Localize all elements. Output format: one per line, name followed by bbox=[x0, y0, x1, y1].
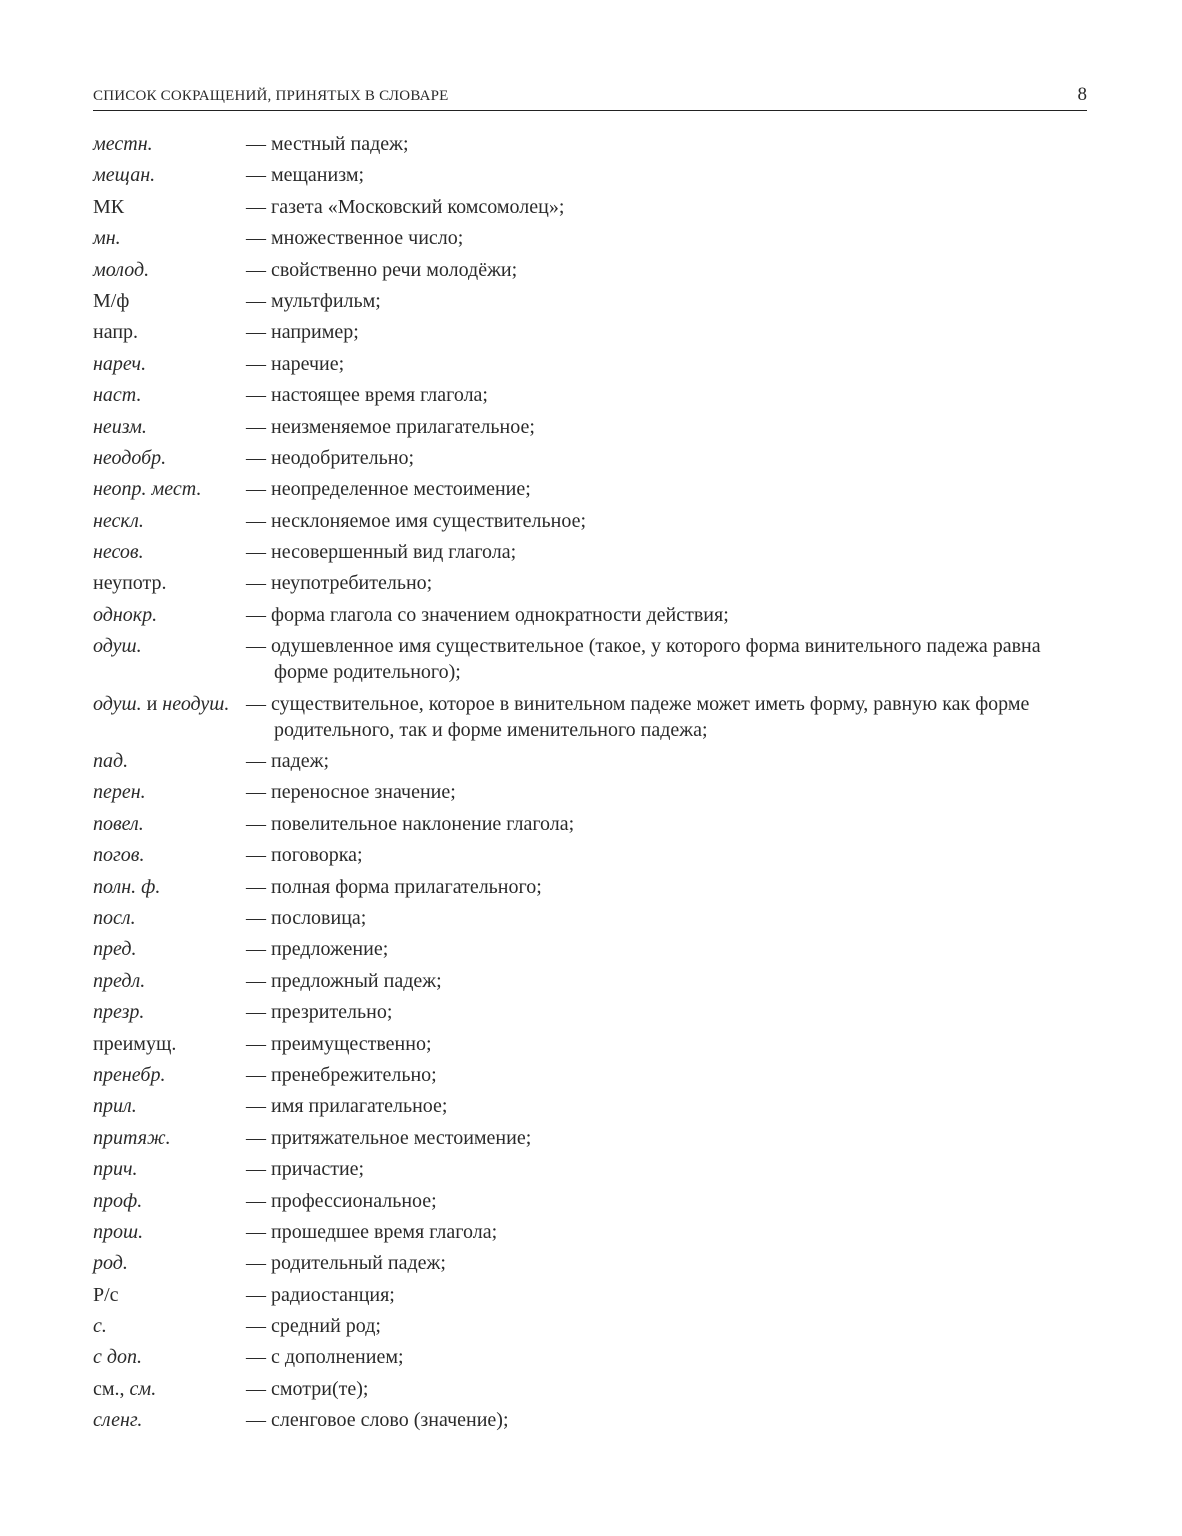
abbreviation-entry bbox=[93, 968, 1087, 999]
abbreviation-term bbox=[93, 351, 246, 377]
abbreviation-term bbox=[93, 602, 246, 628]
abbreviation-term bbox=[93, 1188, 246, 1214]
abbreviation-entry bbox=[93, 1062, 1087, 1093]
abbreviation-entry bbox=[93, 1188, 1087, 1219]
abbreviation-definition: — радиостанция; bbox=[246, 1283, 395, 1306]
abbreviation-entry bbox=[93, 1376, 1087, 1407]
term-part: мещан. bbox=[93, 164, 156, 187]
abbreviation-term bbox=[93, 1125, 246, 1151]
abbreviation-term bbox=[93, 748, 246, 774]
abbreviation-entry bbox=[93, 225, 1087, 256]
abbreviation-term bbox=[93, 194, 246, 220]
abbreviation-definition: — мультфильм; bbox=[246, 289, 381, 312]
running-header bbox=[93, 86, 1087, 111]
page-number: 8 bbox=[1077, 84, 1087, 105]
abbreviation-definition: — пренебрежительно; bbox=[246, 1063, 437, 1086]
term-part: погов. bbox=[93, 844, 145, 867]
abbreviation-definition: — множественное число; bbox=[246, 227, 464, 250]
abbreviation-definition: — мещанизм; bbox=[246, 164, 365, 187]
term-part: напр. bbox=[93, 321, 139, 344]
abbreviation-entry bbox=[93, 1156, 1087, 1187]
term-part: неодуш. bbox=[162, 692, 230, 715]
abbreviation-entry bbox=[93, 874, 1087, 905]
abbreviation-definition: — наречие; bbox=[246, 352, 345, 375]
term-part: наст. bbox=[93, 384, 142, 407]
abbreviation-entry bbox=[93, 602, 1087, 633]
term-part: с доп. bbox=[93, 1346, 142, 1369]
term-part: Р/с bbox=[93, 1283, 119, 1306]
abbreviation-entry bbox=[93, 1313, 1087, 1344]
abbreviation-entry bbox=[93, 414, 1087, 445]
abbreviation-definition: — полная форма прилагательного; bbox=[246, 875, 542, 898]
abbreviation-definition: — местный падеж; bbox=[246, 133, 409, 155]
abbreviation-term bbox=[93, 1407, 246, 1433]
abbreviation-entry bbox=[93, 445, 1087, 476]
abbreviation-term bbox=[93, 1282, 246, 1308]
abbreviation-entry bbox=[93, 691, 1087, 748]
term-part: пренебр. bbox=[93, 1063, 166, 1086]
abbreviation-definition: — сленговое слово (значение); bbox=[246, 1409, 509, 1432]
abbreviation-entry bbox=[93, 1282, 1087, 1313]
abbreviation-entry bbox=[93, 1219, 1087, 1250]
term-part: проф. bbox=[93, 1189, 143, 1212]
abbreviation-definition: — переносное значение; bbox=[246, 781, 456, 804]
abbreviation-entry bbox=[93, 999, 1087, 1030]
term-part: см. bbox=[93, 1377, 120, 1400]
term-part: нескл. bbox=[93, 509, 144, 532]
abbreviation-term bbox=[93, 842, 246, 868]
abbreviation-term bbox=[93, 1344, 246, 1370]
term-part: неодобр. bbox=[93, 446, 167, 469]
abbreviation-definition: — настоящее время глагола; bbox=[246, 384, 488, 407]
abbreviation-entry bbox=[93, 748, 1087, 779]
abbreviation-term bbox=[93, 779, 246, 805]
abbreviation-entry bbox=[93, 1407, 1087, 1438]
abbreviation-entry bbox=[93, 1250, 1087, 1281]
term-part: МК bbox=[93, 195, 125, 218]
abbreviation-entry bbox=[93, 257, 1087, 288]
term-part: прич. bbox=[93, 1158, 138, 1181]
abbreviation-entry bbox=[93, 811, 1087, 842]
abbreviation-term bbox=[93, 445, 246, 471]
abbreviation-term bbox=[93, 131, 246, 157]
abbreviation-definition: — предложение; bbox=[246, 938, 389, 961]
abbreviation-definition: — профессиональное; bbox=[246, 1189, 437, 1212]
abbreviation-definition: — неодобрительно; bbox=[246, 446, 415, 469]
abbreviation-entry bbox=[93, 351, 1087, 382]
abbreviation-definition: — притяжательное местоимение; bbox=[246, 1126, 532, 1149]
abbreviation-term bbox=[93, 968, 246, 994]
abbreviation-definition: — имя прилагательное; bbox=[246, 1095, 448, 1118]
term-part: притяж. bbox=[93, 1126, 171, 1149]
term-part: полн. ф. bbox=[93, 875, 161, 898]
abbreviation-entry bbox=[93, 570, 1087, 601]
abbreviation-definition: — несовершенный вид глагола; bbox=[246, 541, 517, 564]
abbreviation-definition: — родительный падеж; bbox=[246, 1252, 446, 1275]
abbreviation-term bbox=[93, 539, 246, 565]
abbreviation-term bbox=[93, 1156, 246, 1182]
abbreviation-term bbox=[93, 691, 246, 743]
term-part: предл. bbox=[93, 969, 146, 992]
abbreviation-term bbox=[93, 319, 246, 345]
abbreviation-entry bbox=[93, 319, 1087, 350]
term-part: сленг. bbox=[93, 1409, 143, 1432]
abbreviation-entry bbox=[93, 1125, 1087, 1156]
abbreviation-definition: — свойственно речи молодёжи; bbox=[246, 258, 518, 281]
abbreviation-definition: — преимущественно; bbox=[246, 1032, 432, 1055]
term-part: М/ф bbox=[93, 289, 130, 312]
term-part: мн. bbox=[93, 227, 121, 250]
abbreviation-entry bbox=[93, 633, 1087, 690]
abbreviation-term bbox=[93, 225, 246, 251]
abbreviation-term bbox=[93, 162, 246, 188]
abbreviation-entry bbox=[93, 382, 1087, 413]
abbreviation-definition: — с дополнением; bbox=[246, 1346, 404, 1369]
abbreviation-term bbox=[93, 476, 246, 502]
abbreviation-definition: — повелительное наклонение глагола; bbox=[246, 812, 575, 835]
abbreviation-definition: — неупотребительно; bbox=[246, 572, 433, 595]
abbreviation-entry bbox=[93, 194, 1087, 225]
abbreviation-definition: — предложный падеж; bbox=[246, 969, 442, 992]
term-part: прил. bbox=[93, 1095, 137, 1118]
abbreviation-term bbox=[93, 633, 246, 685]
term-part: презр. bbox=[93, 1001, 145, 1024]
abbreviation-definition: — неизменяемое прилагательное; bbox=[246, 415, 535, 438]
abbreviation-term bbox=[93, 570, 246, 596]
abbreviation-entry bbox=[93, 1093, 1087, 1124]
abbreviation-term bbox=[93, 1376, 246, 1402]
abbreviation-term bbox=[93, 1062, 246, 1088]
abbreviation-entry bbox=[93, 905, 1087, 936]
term-part: неопр. мест. bbox=[93, 478, 202, 501]
abbreviation-term bbox=[93, 257, 246, 283]
abbreviation-definition: — одушевленное имя существительное (такое, у которого форма винительного падежа равна форме родительного); bbox=[246, 635, 1041, 684]
term-part: , bbox=[119, 1377, 130, 1400]
abbreviation-definition: — прошедшее время глагола; bbox=[246, 1220, 498, 1243]
abbreviation-entry bbox=[93, 936, 1087, 967]
abbreviation-definition: — форма глагола со значением однократности действия; bbox=[246, 603, 729, 626]
abbreviation-entry bbox=[93, 779, 1087, 810]
abbreviation-entry bbox=[93, 162, 1087, 193]
abbreviation-entry bbox=[93, 131, 1087, 162]
abbreviation-term bbox=[93, 1250, 246, 1276]
abbreviation-definition: — несклоняемое имя существительное; bbox=[246, 509, 587, 532]
abbreviation-definition: — смотри(те); bbox=[246, 1377, 369, 1400]
abbreviation-term bbox=[93, 936, 246, 962]
term-part: одуш. bbox=[93, 635, 142, 658]
abbreviation-term bbox=[93, 1313, 246, 1339]
abbreviation-definition: — существительное, которое в винительном падеже может иметь форму, равную как форме родительного, так и форме именительного падежа; bbox=[246, 692, 1030, 741]
abbreviation-term bbox=[93, 414, 246, 440]
term-part: род. bbox=[93, 1252, 128, 1275]
abbreviation-term bbox=[93, 905, 246, 931]
term-part: пред. bbox=[93, 938, 137, 961]
abbreviation-definition: — средний род; bbox=[246, 1315, 381, 1338]
term-part: пад. bbox=[93, 750, 129, 773]
abbreviation-term bbox=[93, 508, 246, 534]
term-part: неизм. bbox=[93, 415, 147, 438]
term-part: неупотр. bbox=[93, 572, 167, 595]
term-part: местн. bbox=[93, 133, 153, 155]
abbreviation-definition: — газета «Московский комсомолец»; bbox=[246, 195, 565, 218]
term-part: повел. bbox=[93, 812, 144, 835]
abbreviation-entry bbox=[93, 539, 1087, 570]
term-part: однокр. bbox=[93, 603, 158, 626]
abbreviation-definition: — неопределенное местоимение; bbox=[246, 478, 531, 501]
term-part: с. bbox=[93, 1315, 107, 1338]
term-part: молод. bbox=[93, 258, 150, 281]
abbreviation-entry bbox=[93, 842, 1087, 873]
term-part: см. bbox=[129, 1377, 157, 1400]
abbreviation-definition: — падеж; bbox=[246, 750, 330, 773]
abbreviation-term bbox=[93, 288, 246, 314]
abbreviation-term bbox=[93, 999, 246, 1025]
abbreviation-term bbox=[93, 1219, 246, 1245]
term-part: и bbox=[141, 692, 163, 715]
abbreviation-entry bbox=[93, 476, 1087, 507]
header-title: СПИСОК СОКРАЩЕНИЙ, ПРИНЯТЫХ В СЛОВАРЕ bbox=[93, 88, 449, 104]
term-part: нареч. bbox=[93, 352, 147, 375]
term-part: преимущ. bbox=[93, 1032, 177, 1055]
abbreviation-list bbox=[93, 131, 1087, 1439]
term-part: перен. bbox=[93, 781, 146, 804]
term-part: посл. bbox=[93, 906, 136, 929]
abbreviation-definition: — например; bbox=[246, 321, 359, 344]
abbreviation-definition: — презрительно; bbox=[246, 1001, 393, 1024]
term-part: несов. bbox=[93, 541, 144, 564]
abbreviation-entry bbox=[93, 1031, 1087, 1062]
abbreviation-entry bbox=[93, 508, 1087, 539]
abbreviation-term bbox=[93, 382, 246, 408]
abbreviation-entry bbox=[93, 1344, 1087, 1375]
abbreviation-term bbox=[93, 1093, 246, 1119]
term-part: одуш. bbox=[93, 692, 142, 715]
abbreviation-term bbox=[93, 874, 246, 900]
abbreviation-entry bbox=[93, 288, 1087, 319]
abbreviation-definition: — пословица; bbox=[246, 906, 367, 929]
abbreviation-term bbox=[93, 811, 246, 837]
term-part: прош. bbox=[93, 1220, 144, 1243]
abbreviation-term bbox=[93, 1031, 246, 1057]
abbreviation-definition: — причастие; bbox=[246, 1158, 365, 1181]
abbreviation-definition: — поговорка; bbox=[246, 844, 363, 867]
